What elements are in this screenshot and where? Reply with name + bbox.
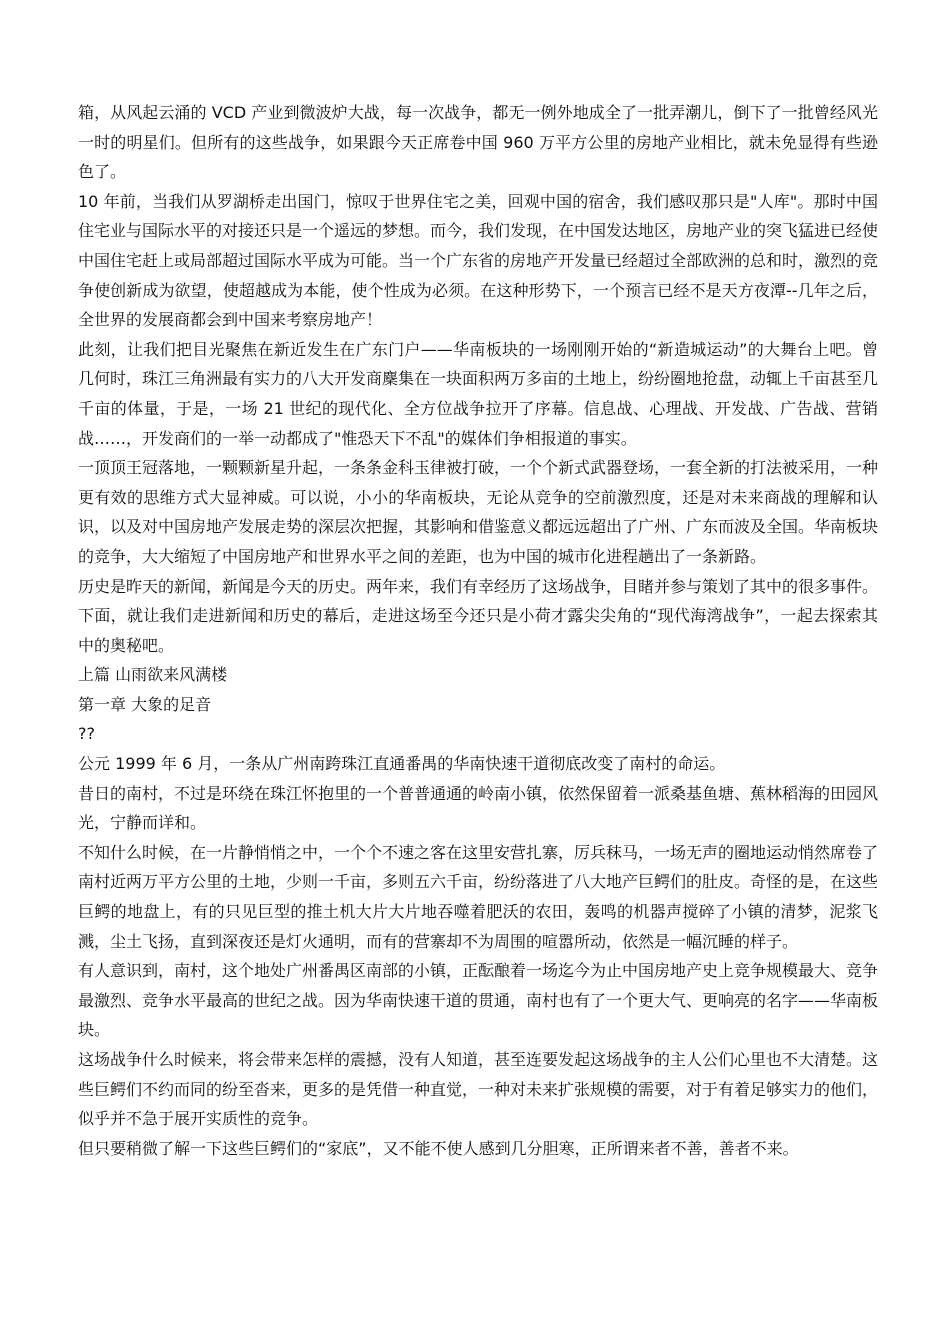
- paragraph-11: 但只要稍微了解一下这些巨鳄们的“家底”，又不能不使人感到几分胆寒，正所谓来者不善，善者不来。: [78, 1138, 799, 1158]
- paragraph-8: 不知什么时候，在一片静悄悄之中，一个个不速之客在这里安营扎寨，厉兵秣马，一场无声的圈地运动悄然席卷了南村近两万平方公里的土地，少则一千亩，多则五六千亩，纷纷落进了八大地产巨鳄们的肚皮。奇怪的是，在这些巨鳄的地盘上，有的只见巨型的推土机大片大片地吞噬着肥沃的农田，轰鸣的机器声搅碎了小镇的清梦，泥浆飞溅，尘土飞扬，直到深夜还是灯火通明，而有的营寨却不为周围的喧嚣所动，依然是一幅沉睡的样子。: [78, 842, 879, 951]
- paragraph-3: 此刻，让我们把目光聚焦在新近发生在广东门户——华南板块的一场刚刚开始的“新造城运动”的大舞台上吧。曾几何时，珠江三角洲最有实力的八大开发商麇集在一块面积两万多亩的土地上，纷纷圈地抢盘，动辄上千亩甚至几千亩的体量，于是，一场 21 世纪的现代化、全方位战争拉开了序幕。信息战、心理战、开发战、广告战、营销战……，开发商们的一举一动都成了"惟恐天下不乱"的媒体们争相报道的事实。: [78, 339, 879, 448]
- paragraph-1: 箱，从风起云涌的 VCD 产业到微波炉大战，每一次战争，都无一例外地成全了一批弄潮儿，倒下了一批曾经风光一时的明星们。但所有的这些战争，如果跟今天正席卷中国 960 万平方公里的房地产业相比，就未免显得有些逊色了。: [78, 103, 878, 182]
- paragraph-4: 一顶顶王冠落地，一颗颗新星升起，一条条金科玉律被打破，一个个新式武器登场，一套全新的打法被采用，一种更有效的思维方式大显神威。可以说，小小的华南板块，无论从竞争的空前激烈度，还是对未来商战的理解和认识，以及对中国房地产发展走势的深层次把握，其影响和借鉴意义都远远超出了广州、广东而波及全国。华南板块的竞争，大大缩短了中国房地产和世界水平之间的差距，也为中国的城市化进程趟出了一条新路。: [78, 458, 879, 566]
- paragraph-10: 这场战争什么时候来，将会带来怎样的震撼，没有人知道，甚至连要发起这场战争的主人公们心里也不大清楚。这些巨鳄们不约而同的纷至沓来，更多的是凭借一种直觉，一种对未来扩张规模的需要，对于有着足够实力的他们，似乎并不急于展开实质性的竞争。: [78, 1050, 879, 1129]
- paragraph-5: 历史是昨天的新闻，新闻是今天的历史。两年来，我们有幸经历了这场战争，目睹并参与策划了其中的很多事件。下面，就让我们走进新闻和历史的幕后，走进这场至今还只是小荷才露尖尖角的“现代海湾战争”，一起去探索其中的奥秘吧。: [78, 576, 879, 655]
- section-heading: 上篇 山雨欲来风满楼: [78, 665, 228, 685]
- document-body: [78, 98, 878, 1163]
- paragraph-9: 有人意识到，南村，这个地处广州番禺区南部的小镇，正酝酿着一场迄今为止中国房地产史上竞争规模最大、竞争最激烈、竞争水平最高的世纪之战。因为华南快速干道的贯通，南村也有了一个更大气、更响亮的名字——华南板块。: [78, 961, 879, 1040]
- chapter-heading: 第一章 大象的足音: [78, 694, 212, 714]
- paragraph-6: 公元 1999 年 6 月，一条从广州南跨珠江直通番禺的华南快速干道彻底改变了南村的命运。: [78, 754, 726, 774]
- paragraph-2: 10 年前，当我们从罗湖桥走出国门，惊叹于世界住宅之美，回观中国的宿舍，我们感叹那只是"人库"。那时中国住宅业与国际水平的对接还只是一个遥远的梦想。而今，我们发现，在中国发达地区，房地产业的突飞猛进已经使中国住宅赶上或局部超过国际水平成为可能。当一个广东省的房地产开发量已经超过全部欧洲的总和时，激烈的竞争使创新成为欲望，使超越成为本能，使个性成为必须。在这种形势下，一个预言已经不是天方夜潭--几年之后，全世界的发展商都会到中国来考察房地产！: [78, 191, 879, 330]
- paragraph-7: 昔日的南村，不过是环绕在珠江怀抱里的一个普普通通的岭南小镇，依然保留着一派桑基鱼塘、蕉林稻海的田园风光，宁静而详和。: [78, 783, 879, 833]
- placeholder-marks: ??: [78, 724, 95, 744]
